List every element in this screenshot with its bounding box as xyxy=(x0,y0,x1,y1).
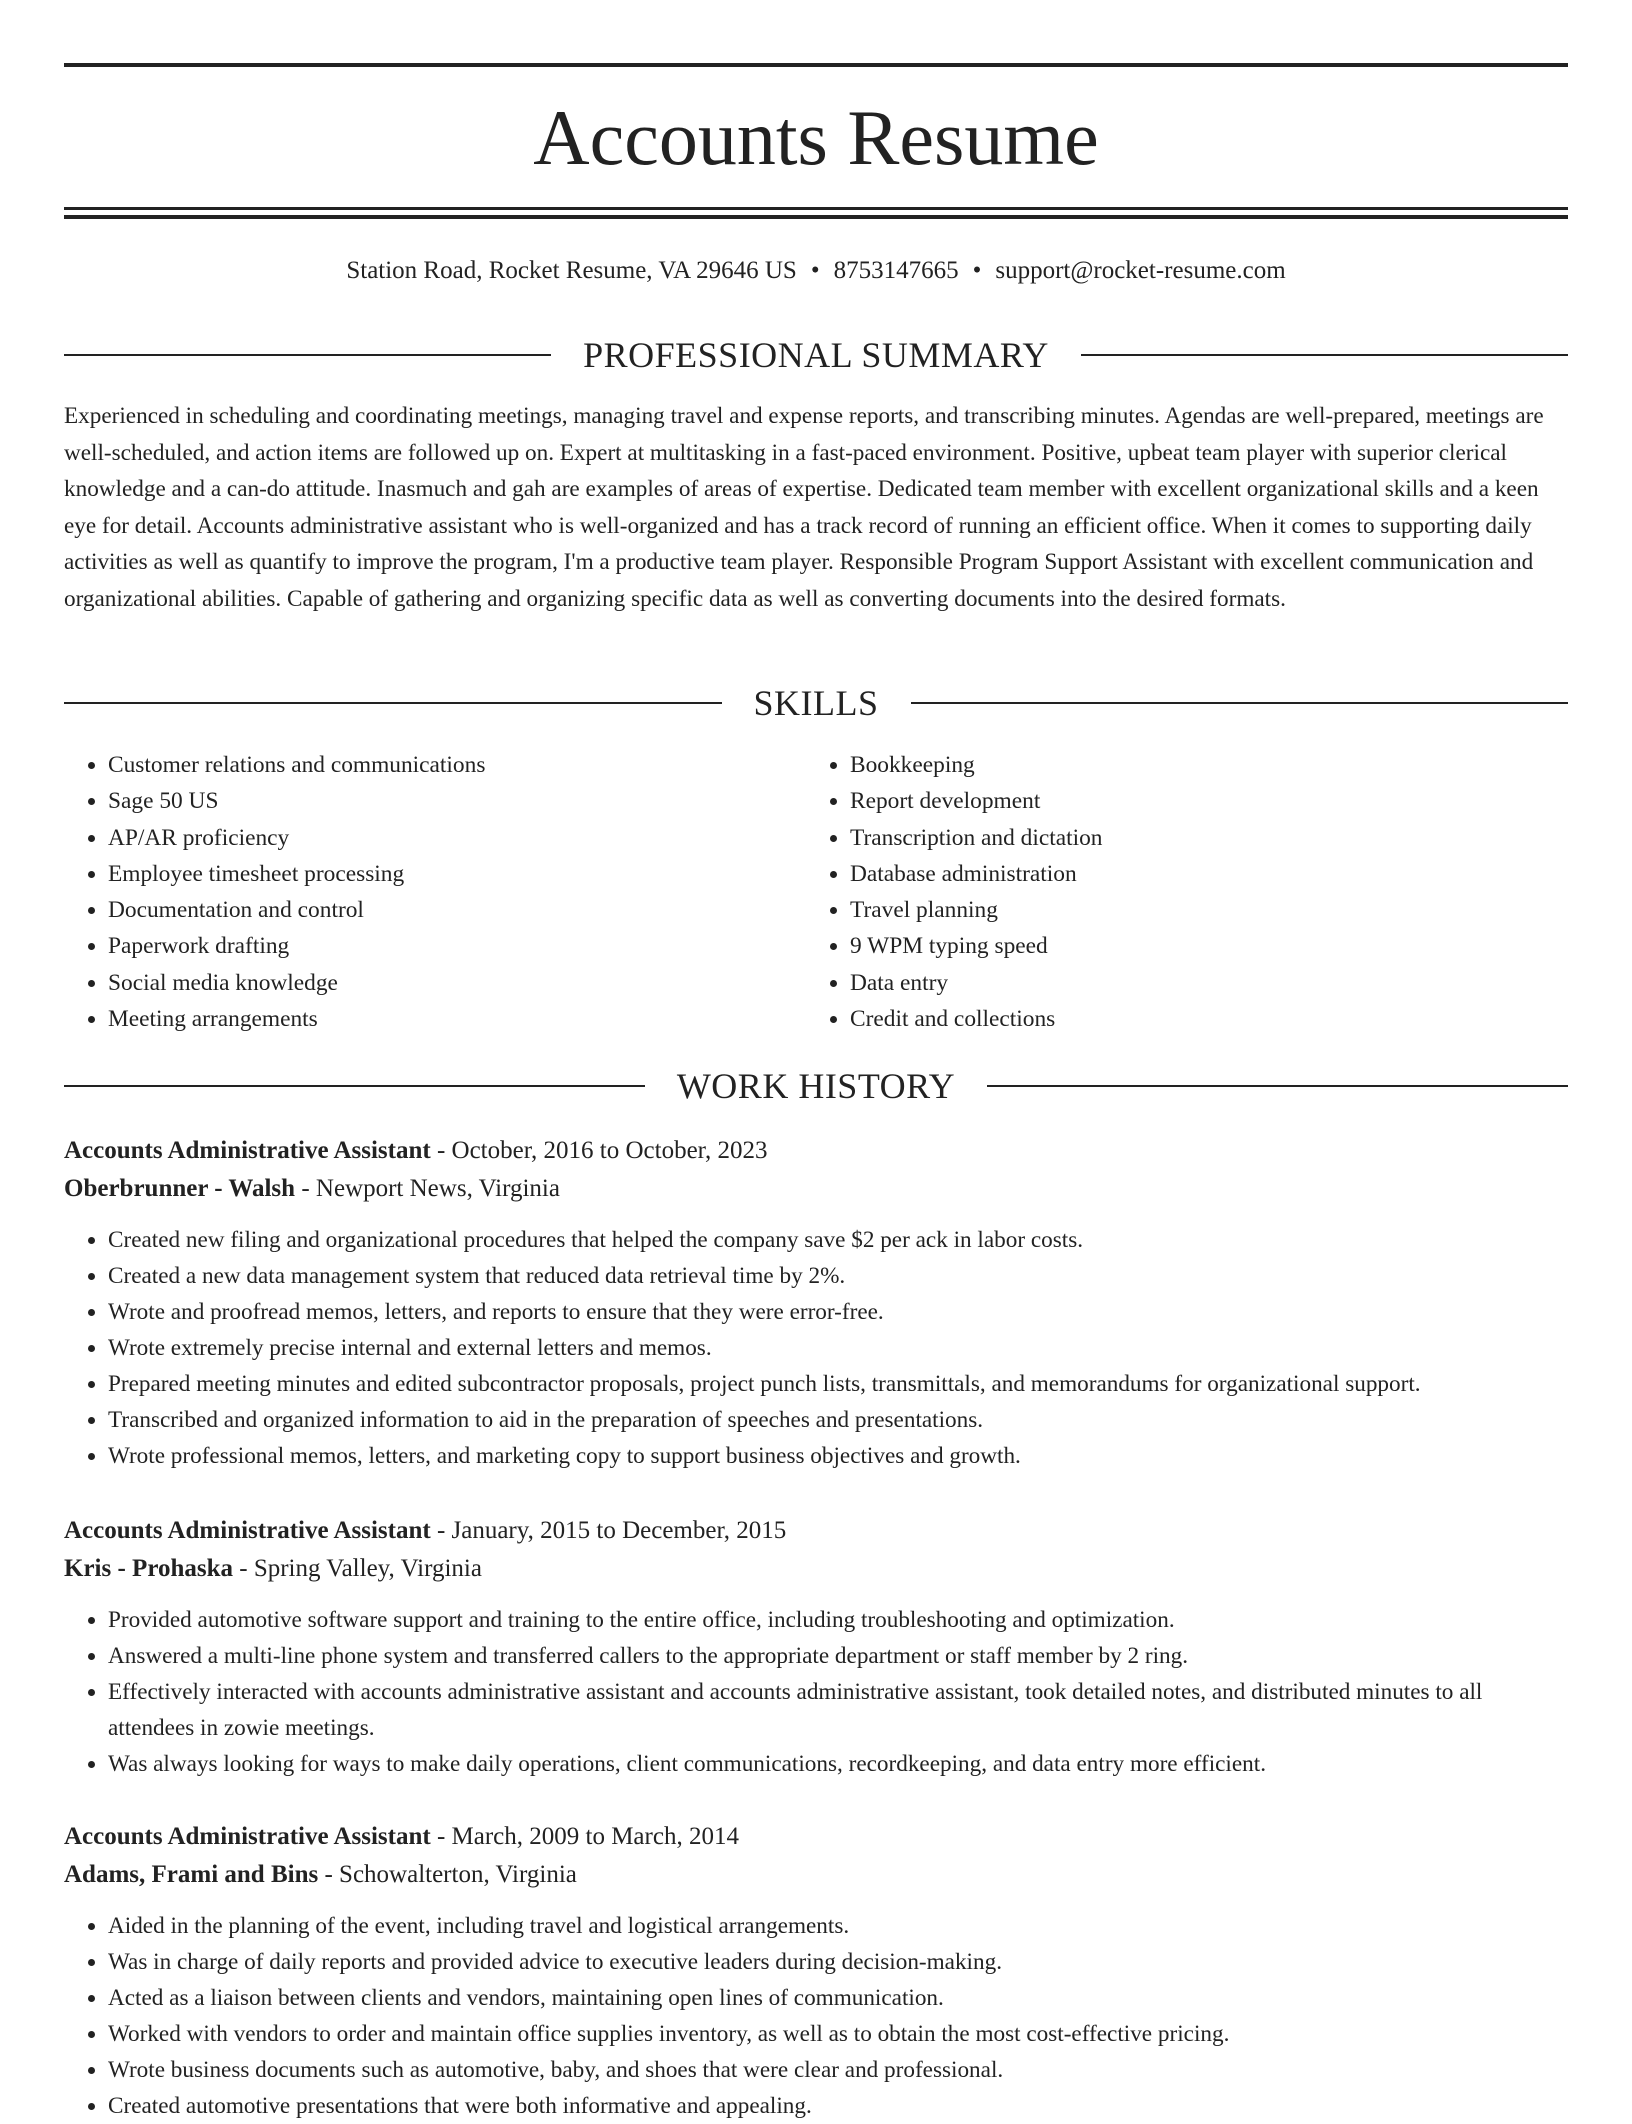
summary-heading-label: PROFESSIONAL SUMMARY xyxy=(583,335,1049,375)
skill-item: • 9 WPM typing speed xyxy=(850,928,1568,964)
contact-separator: • xyxy=(810,257,820,284)
job-entry xyxy=(64,1818,1568,2124)
heading-rule-left xyxy=(64,354,551,356)
job-bullet: • Created new filing and organizational procedures that helped the company save $2 per ack in labor costs. xyxy=(108,1222,1568,1258)
job-dates: - October, 2016 to October, 2023 xyxy=(430,1137,768,1164)
job-bullet: • Worked with vendors to order and maintain office supplies inventory, as well as to obtain the most cost-effective pricing. xyxy=(108,2016,1568,2052)
skill-item: • Documentation and control xyxy=(108,892,806,928)
job-bullet: • Was always looking for ways to make daily operations, client communications, recordkeeping, and data entry more efficient. xyxy=(108,1746,1568,1782)
job-entry xyxy=(64,1132,1568,1474)
skill-item: • Paperwork drafting xyxy=(108,928,806,964)
contact-address: Station Road, Rocket Resume, VA 29646 US xyxy=(346,257,797,284)
skill-item: • Sage 50 US xyxy=(108,783,806,819)
skill-item: • Customer relations and communications xyxy=(108,747,806,783)
contact-phone: 8753147665 xyxy=(833,257,959,284)
job-title: Accounts Administrative Assistant xyxy=(64,1137,431,1164)
job-company: Kris - Prohaska xyxy=(64,1555,233,1582)
job-bullets xyxy=(64,1602,1568,1782)
skill-item: • Bookkeeping xyxy=(850,747,1568,783)
skill-item: • Employee timesheet processing xyxy=(108,856,806,892)
job-bullets xyxy=(64,1908,1568,2124)
skill-item: • Meeting arrangements xyxy=(108,1001,806,1037)
job-location: - Schowalterton, Virginia xyxy=(318,1861,577,1888)
job-bullet: • Wrote professional memos, letters, and marketing copy to support business objectives and growth. xyxy=(108,1438,1568,1474)
job-title-line xyxy=(64,1818,1568,1856)
heading-rule-left xyxy=(64,702,722,704)
job-bullet: • Wrote business documents such as automotive, baby, and shoes that were clear and professional. xyxy=(108,2052,1568,2088)
heading-rule-right xyxy=(987,1085,1568,1087)
job-bullet: • Acted as a liaison between clients and vendors, maintaining open lines of communication. xyxy=(108,1980,1568,2016)
job-bullet: • Was in charge of daily reports and provided advice to executive leaders during decision-making. xyxy=(108,1944,1568,1980)
job-dates: - March, 2009 to March, 2014 xyxy=(430,1823,739,1850)
work-history-heading-label: WORK HISTORY xyxy=(676,1066,956,1106)
job-bullet: • Answered a multi-line phone system and transferred callers to the appropriate department or staff member by 2 ring. xyxy=(108,1638,1568,1674)
heading-rule-left xyxy=(64,1085,645,1087)
job-company-line xyxy=(64,1550,1568,1588)
skills-list-right xyxy=(806,747,1568,1037)
job-entry xyxy=(64,1512,1568,1782)
header-double-rule-upper xyxy=(64,207,1568,210)
resume-title: Accounts Resume xyxy=(533,94,1099,181)
skill-item: • Report development xyxy=(850,783,1568,819)
skill-item: • AP/AR proficiency xyxy=(108,820,806,856)
skill-item: • Credit and collections xyxy=(850,1001,1568,1037)
heading-rule-right xyxy=(1081,354,1568,356)
job-title: Accounts Administrative Assistant xyxy=(64,1517,431,1544)
job-bullet: • Created a new data management system that reduced data retrieval time by 2%. xyxy=(108,1258,1568,1294)
skills-list-left xyxy=(64,747,806,1037)
job-location: - Newport News, Virginia xyxy=(295,1175,560,1202)
skills-heading-label: SKILLS xyxy=(753,683,879,723)
job-company-line xyxy=(64,1856,1568,1894)
job-location: - Spring Valley, Virginia xyxy=(233,1555,482,1582)
job-bullet: • Aided in the planning of the event, including travel and logistical arrangements. xyxy=(108,1908,1568,1944)
job-company: Adams, Frami and Bins xyxy=(64,1861,319,1888)
job-title-line xyxy=(64,1132,1568,1170)
summary-text: Experienced in scheduling and coordinating meetings, managing travel and expense reports, and transcribing minutes. Agendas are well-prepared, meetings are well-scheduled, and action items are followed up on. Expert at multitasking in a fast-paced environment. Positive, upbeat team player with superior clerical knowledge and a can-do attitude. Inasmuch and gah are examples of areas of expertise. Dedicated team member with excellent organizational skills and a keen eye for detail. Accounts administrative assistant who is well-organized and has a track record of running an efficient office. When it comes to supporting daily activities as well as quantify to improve the program, I'm a productive team player. Responsible Program Support Assistant with excellent communication and organizational abilities. Capable of gathering and organizing specific data as well as converting documents into the desired formats. xyxy=(64,403,1544,612)
job-title: Accounts Administrative Assistant xyxy=(64,1823,431,1850)
job-dates: - January, 2015 to December, 2015 xyxy=(430,1517,787,1544)
skill-item: • Social media knowledge xyxy=(108,965,806,1001)
skill-item: • Transcription and dictation xyxy=(850,820,1568,856)
contact-separator: • xyxy=(972,257,982,284)
heading-rule-right xyxy=(911,702,1569,704)
job-bullets xyxy=(64,1222,1568,1474)
job-bullet: • Created automotive presentations that were both informative and appealing. xyxy=(108,2088,1568,2124)
job-bullet: • Wrote extremely precise internal and external letters and memos. xyxy=(108,1330,1568,1366)
job-company-line xyxy=(64,1170,1568,1208)
skills-heading xyxy=(64,681,1568,725)
job-bullet: • Wrote and proofread memos, letters, and reports to ensure that they were error-free. xyxy=(108,1294,1568,1330)
job-bullet: • Transcribed and organized information to aid in the preparation of speeches and presentations. xyxy=(108,1402,1568,1438)
work-history-heading xyxy=(64,1064,1568,1108)
summary-heading xyxy=(64,333,1568,377)
skills-columns xyxy=(64,747,1568,1037)
job-company: Oberbrunner - Walsh xyxy=(64,1175,296,1202)
skill-item: • Database administration xyxy=(850,856,1568,892)
header-top-rule xyxy=(64,63,1568,67)
job-bullet: • Prepared meeting minutes and edited subcontractor proposals, project punch lists, transmittals, and memorandums for organizational support. xyxy=(108,1366,1568,1402)
contact-line xyxy=(64,253,1568,289)
skill-item: • Travel planning xyxy=(850,892,1568,928)
job-bullet: • Provided automotive software support and training to the entire office, including troubleshooting and optimization. xyxy=(108,1602,1568,1638)
header-double-rule-lower xyxy=(64,215,1568,219)
skill-item: • Data entry xyxy=(850,965,1568,1001)
contact-email: support@rocket-resume.com xyxy=(995,257,1286,284)
job-bullet: • Effectively interacted with accounts administrative assistant and accounts administrative assistant, took detailed notes, and distributed minutes to all attendees in zowie meetings. xyxy=(108,1674,1568,1746)
job-title-line xyxy=(64,1512,1568,1550)
